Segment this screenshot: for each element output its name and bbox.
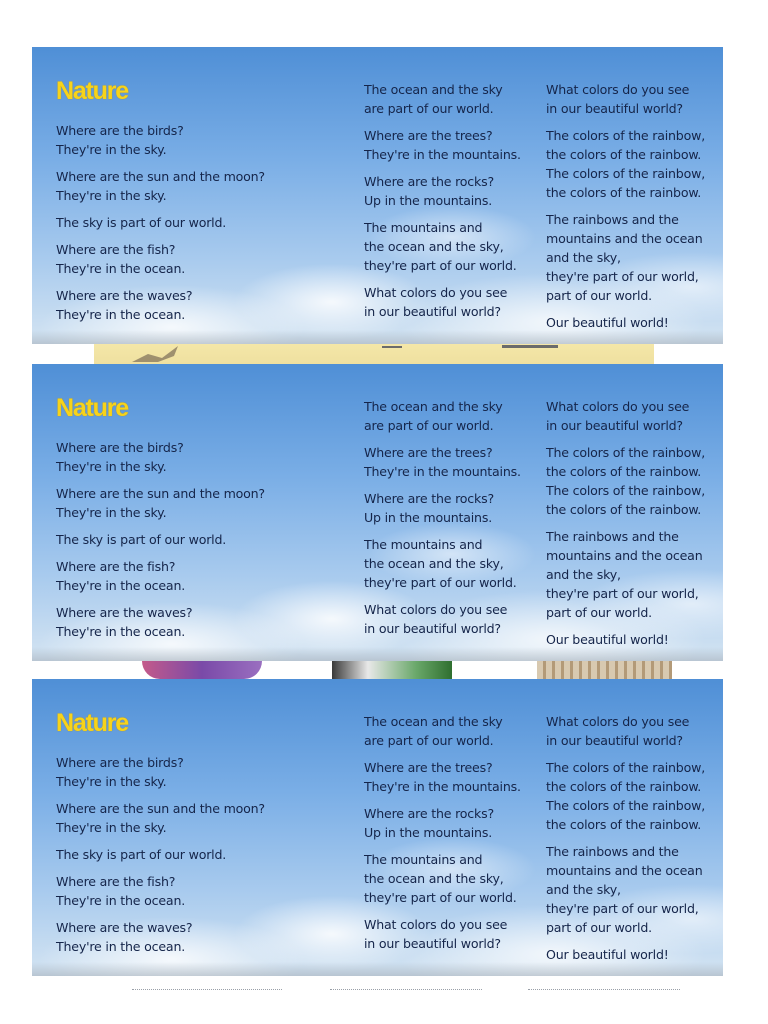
lyric-line: They're in the mountains.	[364, 147, 521, 162]
lyric-line: Where are the sun and the moon?	[56, 169, 265, 184]
lyric-line: The colors of the rainbow,	[546, 445, 705, 460]
lyric-line: They're in the mountains.	[364, 779, 521, 794]
verse-column-2	[364, 712, 539, 961]
lyric-line: Our beautiful world!	[546, 632, 669, 647]
lyric-line: the colors of the rainbow.	[546, 502, 702, 517]
lyric-line: The colors of the rainbow,	[546, 166, 705, 181]
lyric-line: Where are the birds?	[56, 440, 184, 455]
scrap-mark	[502, 345, 558, 348]
lyric-line: They're in the sky.	[56, 774, 167, 789]
card-title: Nature	[56, 77, 128, 105]
lyric-line: and the sky,	[546, 567, 621, 582]
lyric-line: mountains and the ocean	[546, 548, 703, 563]
lyric-line: part of our world.	[546, 288, 652, 303]
verse-column-1	[56, 438, 356, 649]
lyric-line: Where are the birds?	[56, 755, 184, 770]
stanza	[364, 712, 539, 750]
lyric-line: The rainbows and the	[546, 212, 679, 227]
verse-column-3	[546, 712, 721, 972]
lyric-line: What colors do you see	[364, 285, 508, 300]
lyric-line: The mountains and	[364, 537, 483, 552]
scrap-figure	[537, 661, 672, 679]
lyric-line: The ocean and the sky	[364, 82, 503, 97]
stanza	[364, 397, 539, 435]
stanza	[56, 121, 356, 159]
stanza	[546, 945, 721, 964]
lyric-line: the colors of the rainbow.	[546, 185, 702, 200]
lyric-line: The sky is part of our world.	[56, 532, 227, 547]
stanza	[364, 80, 539, 118]
stanza	[56, 438, 356, 476]
scrap-figure	[332, 661, 452, 679]
stanza	[364, 283, 539, 321]
stanza	[364, 489, 539, 527]
lyric-line: Up in the mountains.	[364, 193, 493, 208]
stanza	[364, 804, 539, 842]
stanza	[546, 313, 721, 332]
lyric-line: and the sky,	[546, 250, 621, 265]
lyric-line: Where are the rocks?	[364, 491, 494, 506]
stanza	[546, 842, 721, 937]
lyric-line: are part of our world.	[364, 101, 494, 116]
lyric-line: Where are the rocks?	[364, 806, 494, 821]
bird-sketch-icon	[128, 344, 188, 364]
lyric-line: The mountains and	[364, 220, 483, 235]
stanza	[56, 557, 356, 595]
stanza	[546, 443, 721, 519]
lyric-line: The colors of the rainbow,	[546, 760, 705, 775]
stanza	[56, 799, 356, 837]
lyric-line: mountains and the ocean	[546, 231, 703, 246]
lyric-line: Our beautiful world!	[546, 947, 669, 962]
stanza	[546, 210, 721, 305]
lyric-line: They're in the ocean.	[56, 578, 186, 593]
lyric-line: The colors of the rainbow,	[546, 798, 705, 813]
stanza	[56, 918, 356, 956]
stanza	[364, 600, 539, 638]
lyric-line: Where are the trees?	[364, 445, 493, 460]
lyric-line: are part of our world.	[364, 418, 494, 433]
lyric-line: Where are the trees?	[364, 760, 493, 775]
lyric-line: Our beautiful world!	[546, 315, 669, 330]
card-title: Nature	[56, 394, 128, 422]
stanza	[56, 530, 356, 549]
lyric-line: Where are the fish?	[56, 874, 176, 889]
lyric-line: Where are the birds?	[56, 123, 184, 138]
lyric-line: in our beautiful world?	[364, 304, 501, 319]
lyric-line: Where are the fish?	[56, 559, 176, 574]
stanza	[56, 213, 356, 232]
stanza	[56, 872, 356, 910]
song-card-3	[32, 679, 723, 976]
lyric-line: mountains and the ocean	[546, 863, 703, 878]
lyric-line: The mountains and	[364, 852, 483, 867]
lyric-line: They're in the sky.	[56, 459, 167, 474]
stanza	[546, 630, 721, 649]
lyric-line: The rainbows and the	[546, 844, 679, 859]
stanza	[56, 240, 356, 278]
lyric-line: part of our world.	[546, 605, 652, 620]
lyric-line: the colors of the rainbow.	[546, 817, 702, 832]
lyric-line: in our beautiful world?	[546, 101, 683, 116]
lyric-line: the ocean and the sky,	[364, 871, 504, 886]
lyric-line: Up in the mountains.	[364, 825, 493, 840]
lyric-line: They're in the sky.	[56, 820, 167, 835]
verse-column-1	[56, 753, 356, 964]
lyric-line: The ocean and the sky	[364, 399, 503, 414]
verse-column-1	[56, 121, 356, 332]
lyric-line: The sky is part of our world.	[56, 847, 227, 862]
scrap-figure	[142, 661, 262, 679]
stanza	[56, 484, 356, 522]
lyric-line: They're in the sky.	[56, 142, 167, 157]
lyric-line: in our beautiful world?	[546, 733, 683, 748]
stanza	[56, 753, 356, 791]
lyric-line: They're in the ocean.	[56, 624, 186, 639]
lyric-line: and the sky,	[546, 882, 621, 897]
lyric-line: Where are the rocks?	[364, 174, 494, 189]
stanza	[546, 758, 721, 834]
cut-line	[132, 989, 282, 990]
song-card-2	[32, 364, 723, 661]
lyric-line: Where are the trees?	[364, 128, 493, 143]
lyric-line: the ocean and the sky,	[364, 239, 504, 254]
lyric-line: They're in the mountains.	[364, 464, 521, 479]
cut-line	[330, 989, 482, 990]
lyric-line: Where are the waves?	[56, 920, 193, 935]
lyric-line: They're in the ocean.	[56, 939, 186, 954]
verse-column-3	[546, 80, 721, 340]
stanza	[546, 126, 721, 202]
stanza	[364, 218, 539, 275]
stanza	[364, 443, 539, 481]
lyric-line: they're part of our world,	[546, 269, 699, 284]
verse-column-2	[364, 80, 539, 329]
lyric-line: Where are the fish?	[56, 242, 176, 257]
song-card-1	[32, 47, 723, 344]
lyric-line: What colors do you see	[546, 714, 690, 729]
scrap-strip-1	[32, 344, 723, 364]
verse-column-3	[546, 397, 721, 657]
stanza	[546, 712, 721, 750]
lyric-line: The rainbows and the	[546, 529, 679, 544]
lyric-line: What colors do you see	[546, 399, 690, 414]
stanza	[364, 126, 539, 164]
verse-column-2	[364, 397, 539, 646]
lyric-line: they're part of our world.	[364, 575, 517, 590]
lyric-line: are part of our world.	[364, 733, 494, 748]
lyric-line: They're in the ocean.	[56, 261, 186, 276]
lyric-line: the colors of the rainbow.	[546, 779, 702, 794]
stanza	[364, 915, 539, 953]
lyric-line: they're part of our world,	[546, 901, 699, 916]
stanza	[364, 535, 539, 592]
stanza	[364, 758, 539, 796]
lyric-line: Where are the sun and the moon?	[56, 486, 265, 501]
stanza	[56, 286, 356, 324]
lyric-line: What colors do you see	[364, 602, 508, 617]
lyric-line: The colors of the rainbow,	[546, 128, 705, 143]
card-title: Nature	[56, 709, 128, 737]
lyric-line: in our beautiful world?	[364, 936, 501, 951]
lyric-line: part of our world.	[546, 920, 652, 935]
lyric-line: Up in the mountains.	[364, 510, 493, 525]
stanza	[364, 172, 539, 210]
lyric-line: What colors do you see	[546, 82, 690, 97]
stanza	[364, 850, 539, 907]
lyric-line: What colors do you see	[364, 917, 508, 932]
lyric-line: Where are the waves?	[56, 605, 193, 620]
lyric-line: in our beautiful world?	[364, 621, 501, 636]
lyric-line: the colors of the rainbow.	[546, 464, 702, 479]
stanza	[546, 527, 721, 622]
stanza	[546, 80, 721, 118]
lyric-line: The colors of the rainbow,	[546, 483, 705, 498]
lyric-line: they're part of our world.	[364, 890, 517, 905]
lyric-line: in our beautiful world?	[546, 418, 683, 433]
lyric-line: They're in the sky.	[56, 505, 167, 520]
stanza	[56, 845, 356, 864]
stanza	[546, 397, 721, 435]
lyric-line: they're part of our world.	[364, 258, 517, 273]
lyric-line: they're part of our world,	[546, 586, 699, 601]
scrap-strip-2	[32, 661, 723, 679]
lyric-line: the ocean and the sky,	[364, 556, 504, 571]
lyric-line: They're in the ocean.	[56, 307, 186, 322]
stanza	[56, 167, 356, 205]
lyric-line: Where are the waves?	[56, 288, 193, 303]
lyric-line: the colors of the rainbow.	[546, 147, 702, 162]
lyric-line: Where are the sun and the moon?	[56, 801, 265, 816]
lyric-line: The ocean and the sky	[364, 714, 503, 729]
stanza	[56, 603, 356, 641]
scrap-mark	[382, 346, 402, 348]
cut-line	[528, 989, 680, 990]
lyric-line: They're in the sky.	[56, 188, 167, 203]
lyric-line: The sky is part of our world.	[56, 215, 227, 230]
lyric-line: They're in the ocean.	[56, 893, 186, 908]
